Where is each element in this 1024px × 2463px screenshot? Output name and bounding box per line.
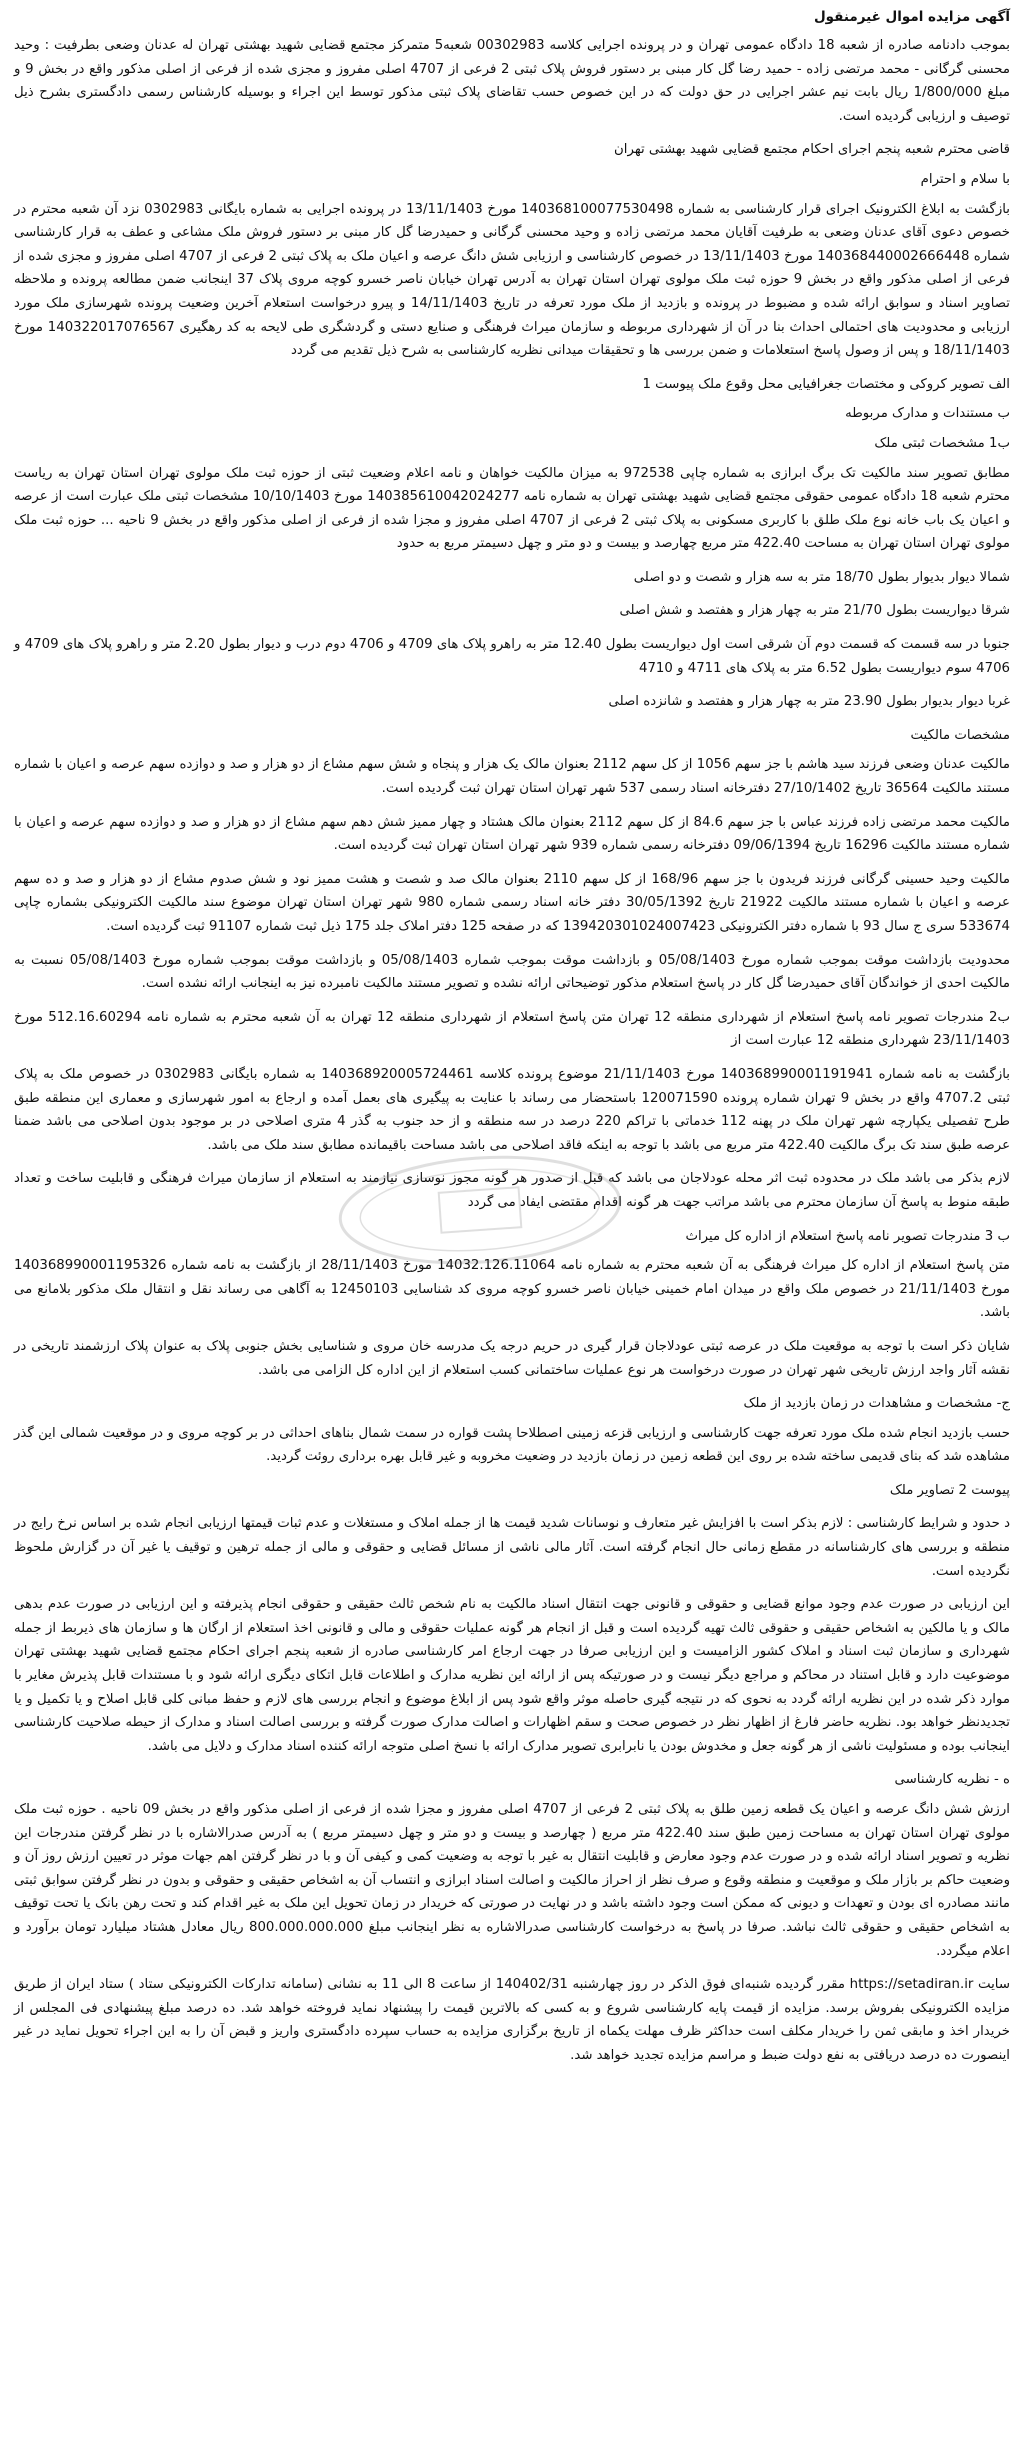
addressee: قاضی محترم شعبه پنجم اجرای احکام مجتمع قضایی شهید بهشتی تهران [614,142,1010,158]
intro-paragraph: بموجب دادنامه صادره از شعبه 18 دادگاه عمومی تهران و در پرونده اجرایی کلاسه 00302983 شعبه5 متمرکز مجتمع قضایی شهید بهشتی تهران له عدنان وضعی بطرفیت : وحید محسنی گرگانی - محمد مرتضی زاده - حمید رضا گل کار مبنی بر دستور فروش پلاک ثبتی 2 فرعی از 4707 اصلی مفروز و مجزی شده از فرعی از اصلی مذکور واقع در بخش 9 و مبلغ 1/800/000 ریال بابت نیم عشر اجرایی در حق دولت که در این خصوص حسب تقاضای پلاک ثبتی مذکور توسط این اجراء و بوسیله کارشناس رسمی دادگستری بشرح ذیل توصیف و ارزیابی گردیده است. [14,38,1010,124]
owner-3-paragraph: مالکیت وحید حسینی گرگانی فرزند فریدون با جز سهم 168/96 از کل سهم 2110 بعنوان مالک صد و شصت و هشت ممیز نود و شش صدوم مشاع از دو هزار و صد و ده سهم عرصه و اعیان با شماره مستند مالکیت 21922 تاریخ 30/05/1392 دفتر خانه اسناد رسمی شماره 980 شهر تهران استان تهران موضوع سند مالکیت الکترونیکی بشماره چاپی 533674 سری ج سال 93 با شماره دفتر الکترونیکی 139420301024007423 که در صفحه 125 دفتر املاک جلد 175 ذیل ثبت شماره 91107 ثبت گردیده است. [14,871,1011,934]
border-south: جنوبا در سه قسمت که قسمت دوم آن شرقی است اول دیواریست بطول 12.40 متر به راهرو پلاک های 4709 و 4706 دوم درب و دیوار بطول 2.20 متر و راهرو پلاک های 4709 و 4706 سوم دیواریست بطول 6.52 متر به پلاک های 4711 و 4710 [14,637,1010,676]
heritage-extra-paragraph: شایان ذکر است با توجه به موقعیت ملک در عرصه ثبتی عودلاجان قرار گیری در حریم درجه یک مدرسه خان مروی و شناسایی بخش جنوبی پلاک به عنوان پلاک ارزشمند تاریخی در نقشه آثار واجد ارزش تاریخی شهر تهران در صورت درخواست هر نوع عملیات ساختمانی کسب استعلام از این اداره کل الزامی می باشد. [14,1338,1010,1378]
visit-paragraph: حسب بازدید انجام شده ملک مورد تعرفه جهت کارشناسی و ارزیابی قزعه زمینی اصطلاحا پشت قواره در سمت شمال بناهای احداثی در بر کوچه مروی و در موقعیت شمالی این گذر مشاهده شد که بنای قدیمی ساخته شده بر روی این قطعه زمین در زمان بازدید در وضعیت مخروبه و غیر قابل بهره برداری روئت گردید. [14,1425,1010,1465]
owner-2-paragraph: مالکیت محمد مرتضی زاده فرزند عباس با جز سهم 84.6 از کل سهم 2112 بعنوان مالک هشتاد و چهار ممیز شش دهم سهم مشاع از دو هزار و صد و دوازده سهم عرصه و اعیان با شماره مستند مالکیت 16296 تاریخ 09/06/1394 دفترخانه رسمی شماره 939 شهر تهران استان تهران ثبت گردیده است. [14,814,1010,854]
section-be-heading: ب مستندات و مدارک مربوطه [845,406,1010,422]
restrictions-paragraph: محدودیت بازداشت موقت بموجب شماره مورخ 05/08/1403 و بازداشت موقت بموجب شماره 05/08/1403 و بازداشت موقت بموجب شماره مورخ 05/08/1403 نسبت به مالکیت احدی از خواندگان آقای حمیدرضا گل کار در پاسخ استعلام مذکور توضیحاتی ارائه نشده و تصویر مستند مالکیت نامبرده نیز به اینجانب ارائه نشده است. [14,952,1010,992]
opinion-paragraph: ارزش شش دانگ عرصه و اعیان یک قطعه زمین طلق به پلاک ثبتی 2 فرعی از 4707 اصلی مفروز و مجزا شده از فرعی از اصلی مذکور واقع در بخش 09 ناحیه . حوزه ثبت ملک مولوی تهران استان تهران به مساحت زمین طبق سند 422.40 متر مربع ( چهارصد و بیست و دو متر و چهل دسیمتر مربع ) به آدرس صدرالاشاره با در نظر گرفتن مندرجات این نظریه و تصویر اسناد ارائه شده و در صورت عدم وجود معارض و قابلیت انتقال به غیر با توجه به وضعیت کمی و کیفی آن و با در نظر گرفتن اهم جهات موثر در تعیین ارزش روز آن و وضعیت حاکم بر بازار ملک و موقعیت و منطقه وقوع و صرف نظر از احراز مالکیت و اصالت اسناد ابرازی و انتساب آن به اشخاص حقیقی و حقوقی و بدون در نظر گرفتن سوابق ثبتی مانند مصادره ای بودن و تعهدات و دیونی که ممکن است وجود داشته باشد و در نهایت در صورتی که خریدار در زمان تحویل این ملک به غیر اقدام کند و تحت رهن بانک یا تحت توقیف به اشخاص حقیقی و حقوقی ثالث نباشد. صرفا در پاسخ به درخواست کارشناسی صدرالاشاره به نظر اینجانب مبلغ 800.000.000.000 ریال معادل هشتاد میلیارد تومان برآورد و اعلام میگردد. [14,1802,1010,1959]
ownership-heading: مشخصات مالکیت [910,727,1010,743]
attachment-2-heading: پیوست 2 تصاویر ملک [889,1482,1010,1498]
page-title: آگهی مزایده اموال غیرمنقول [813,9,1010,25]
registry-paragraph: مطابق تصویر سند مالکیت تک برگ ابرازی به شماره چاپی 972538 به میزان مالکیت خواهان و نامه اعلام وضعیت ثبتی از حوزه ثبت ملک مولوی تهران استان تهران به ریاست محترم شعبه 18 دادگاه عمومی حقوقی مجتمع قضایی شهید بهشتی تهران به شماره نامه 140385610042024277 مورخ 10/10/1403 مشخصات ثبتی ملک عبارت است از عرصه و اعیان یک باب خانه نوع ملک طلق با کاربری مسکونی به پلاک ثبتی 2 فرعی از 4707 اصلی مفروز و مجزا شده از فرعی از اصلی مذکور واقع در بخش 9 ناحیه ... حوزه ثبت ملک مولوی تهران استان تهران به مساحت 422.40 متر مربع چهارصد و بیست و دو متر و چهل دسیمتر مربع به حدود [14,465,1011,552]
section-he-heading: ه - نظریه کارشناسی [894,1772,1010,1788]
section-be2-paragraph: ب2 مندرجات تصویر نامه پاسخ استعلام از شهرداری منطقه 12 تهران متن پاسخ استعلام از شهرداری منطقه 12 تهران به آن شعبه محترم به شماره نامه 512.16.60294 مورخ 23/11/1403 شهرداری منطقه 12 عبارت است از [14,1009,1010,1049]
municipality-paragraph: بازگشت به نامه شماره 140368990001191941 مورخ 21/11/1403 موضوع پرونده کلاسه 140368920005724461 به شماره بایگانی 0302983 در خصوص ملک به پلاک ثبتی 4707.2 واقع در بخش 9 تهران شماره پرونده 120071590 باستحضار می رساند با عنایت به پیگیری های بعمل آمده و ارجاع به امور شهرسازی و معماری این منطقه طبق طرح تفصیلی یکپارچه شهر تهران ملک در پهنه 112 خدماتی با تراکم 220 درصد در سه منطقه و از حد جنوب به گذر 4 متری اصلاحی در بر موجود بدون اصلاحی می باشد ضمنا عرصه طبق سند تک برگ مالکیت 422.40 متر مربع می باشد با توجه به اینکه فاقد اصلاحی می باشد مساحت باقیمانده مطابق سند ملک می باشد. [14,1066,1011,1153]
border-north: شمالا دیوار بدیوار بطول 18/70 متر به سه هزار و شصت و دو اصلی [633,569,1010,585]
section-be1-heading: ب1 مشخصات ثبتی ملک [874,435,1010,451]
border-west: غربا دیوار بدیوار بطول 23.90 متر به چهار هزار و هفتصد و شانزده اصلی [608,694,1010,710]
auction-paragraph: سایت https://setadiran.ir مقرر گردیده شنبه‌ای فوق الذکر در روز چهارشنبه 140402/31 از ساعت 8 الی 11 به نشانی (سامانه تدارکات الکترونیکی ستاد ) ستاد ایران از طریق مزایده الکترونیکی بفروش برسد. مزایده از قیمت پایه کارشناسی شروع و به کسی که بالاترین قیمت را پیشنهاد نماید فروخته خواهد شد. ده درصد مبلغ پیشنهادی فی المجلس از خریدار اخذ و مابقی ثمن را خریدار مکلف است حداکثر ظرف مهلت یکماه از تاریخ برگزاری مزایده به حساب سپرده دادگستری واریز و قبض آن را به این اجراء تحویل نماید در غیر اینصورت ده درصد دریافتی به نفع دولت ضبط و مراسم مزایده تجدید خواهد شد. [14,1977,1010,2063]
greeting: با سلام و احترام [920,171,1010,187]
heritage-note-paragraph: لازم بذکر می باشد ملک در محدوده ثبت اثر محله عودلاجان می باشد که قبل از صدور هر گونه مجوز نوسازی نیازمند به استعلام از سازمان میراث فرهنگی و قابلیت ساخت و تعداد طبقه منوط به پاسخ آن سازمان محترم می باشد مراتب جهت هر گونه اقدام مقتضی ایفاد می گردد [14,1171,1010,1210]
report-intro-paragraph: بازگشت به ابلاغ الکترونیک اجرای قرار کارشناسی به شماره 140368100077530498 مورخ 13/11/1403 در پرونده اجرایی به شماره بایگانی 0302983 نزد آن شعبه محترم در خصوص دعوی آقای عدنان وضعی به طرفیت آقایان محمد مرتضی زاده و وحید محسنی گرگانی و حمیدرضا گل کار مبنی بر دستور فروش ملک مشاعی و عطف به قرار کارشناسی شماره 140368440002666448 مورخ 13/11/1403 در خصوص کارشناسی و ارزیابی شش دانگ عرصه و اعیان ملک به پلاک ثبتی 2 فرعی از 4707 اصلی مفروز و مجزی شده از فرعی از اصلی مذکور واقع در بخش 9 حوزه ثبت ملک مولوی تهران استان تهران به آدرس تهران خیابان ناصر خسرو کوچه مروی پلاک 37 اینجانب ضمن مطالعه پرونده و ملاحظه تصاویر اسناد و سوابق ارائه شده و مضبوط در پرونده و بازدید از ملک مورد تعرفه در تاریخ 14/11/1403 و پیرو درخواست استعلام آخرین وضعیت پرونده شهرسازی ملک مورد ارزیابی و محدودیت های احتمالی احداث بنا در آن از شهرداری مربوطه و سازمان میراث فرهنگی و صنایع دستی و گردشگری طی لایحه به کد رهگیری 140322017076567 مورخ 18/11/1403 و پس از وصول پاسخ استعلامات و ضمن بررسی ها و تحقیقات میدانی نظریه کارشناسی به شرح ذیل تقدیم می گردد [14,201,1011,359]
section-alef-heading: الف تصویر کروکی و مختصات جغرافیایی محل وقوع ملک پیوست 1 [642,376,1010,392]
border-east: شرقا دیواریست بطول 21/70 متر به چهار هزار و هفتصد و شش اصلی [619,603,1010,619]
section-dal-paragraph: د حدود و شرایط کارشناسی : لازم بذکر است با افزایش غیر متعارف و نوسانات شدید قیمت ها از جمله املاک و مستغلات و عدم ثبات قیمتها ارزیابی انجام شده بر اساس نرخ رایج در منطقه و بررسی های کارشناسانه در مقطع زمانی حال انجام گرفته است. آثار مالی ناشی از مسائل قضایی و حقوقی و مالی از جمله ترهین و توقیف یا غیر آن در گزارش ملحوظ نگردیده است. [14,1516,1010,1579]
section-je-heading: ج- مشخصات و مشاهدات در زمان بازدید از ملک [743,1396,1010,1412]
owner-1-paragraph: مالکیت عدنان وضعی فرزند سید هاشم با جز سهم 1056 از کل سهم 2112 بعنوان مالک یک هزار و پنجاه و شش سهم مشاع از دو هزار و صد و دوازده سهم عرصه و اعیان با شماره مستند مالکیت 36564 تاریخ 27/10/1402 دفترخانه اسناد رسمی 537 شهر تهران استان تهران ثبت گردیده است. [14,757,1011,797]
section-be3-heading: ب 3 مندرجات تصویر نامه پاسخ استعلام از اداره کل میراث [685,1228,1010,1244]
legal-paragraph: این ارزیابی در صورت عدم وجود موانع قضایی و حقوقی و قانونی جهت انتقال اسناد مالکیت به نام شخص ثالث حقیقی و حقوقی انجام پذیرفته و این ارزیابی در صورت عدم بدهی مالک و یا مالکین به اشخاص حقیقی و حقوقی ثالث تهیه گردیده است و قبل از انجام هر گونه عملیات حقوقی و مالی و قانونی اخذ استعلام از ارگان ها و سازمان های ذیربط از جمله شهرداری و سازمان ثبت اسناد و املاک کشور الزامیست و این ارزیابی صرفا در جهت ارجاع امر کارشناسی صادره از شعبه پنجم اجرای احکام مجتمع قضایی شهید بهشتی تهران موضوعیت دارد و قابل استناد در محاکم و مراجع دیگر نیست و در صورتیکه پس از ارائه این نظریه مدارک و اطلاعات قابل اتکای دیگری ارائه شود و با مستندات قابل پذیرش مغایر با موارد ذکر شده در این نظریه ارائه گردد به نحوی که در نتیجه گیری حاصله موثر واقع شود پس از ابلاغ موضوع و انجام بررسی های لازم و حفظ مبانی کلی قابل اصلاح و یا تکمیل و یا تجدیدنظر خواهد بود. نظریه حاضر فارغ از اظهار نظر در خصوص صحت و سقم اظهارات و اصالت مدارک صورت گرفته و بررسی اصالت اسناد و مدارک از حیطه صلاحیت کارشناسی اینجانب بوده و مسئولیت ناشی از هر گونه جعل و مخدوش بودن یا نابرابری تصویر مدارک ارائه با نسخ اصلی متوجه ارائه کننده اسناد مدارک و دلایل می باشد. [14,1597,1010,1754]
heritage-reply-paragraph: متن پاسخ استعلام از اداره کل میراث فرهنگی به آن شعبه محترم به شماره نامه 14032.126.11064 مورخ 28/11/1403 از بازگشت به نامه شماره 140368990001195326 مورخ 21/11/1403 در خصوص ملک واقع در میدان امام خمینی خیابان ناصر خسرو کوچه مروی کد شناسایی 12450103 به آگاهی می رساند نقل و انتقال ملک مذکور بلامانع می باشد. [14,1258,1011,1321]
